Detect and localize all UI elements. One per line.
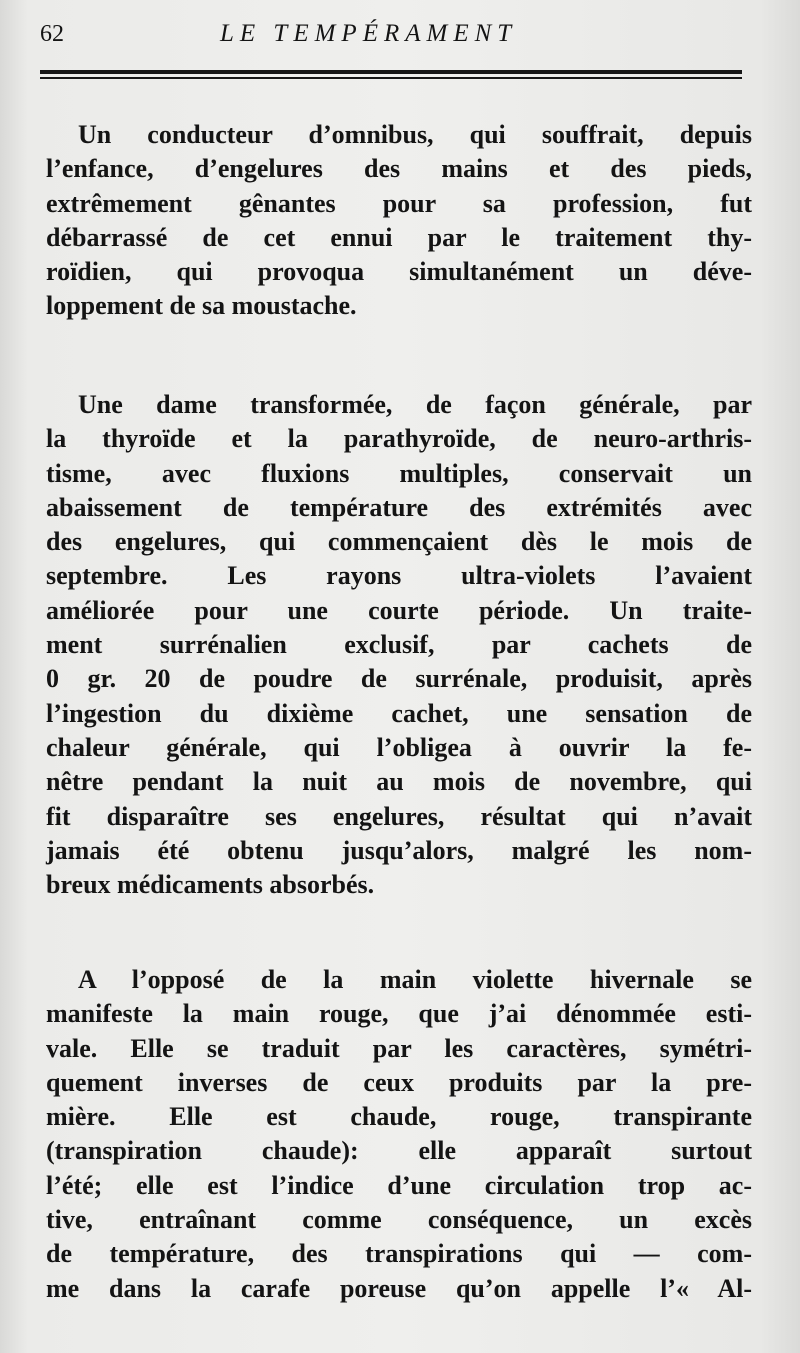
paragraph-line: me dans la carafe poreuse qu’on appelle l’« Al- bbox=[46, 1273, 752, 1303]
paragraph-line: Un conducteur d’omnibus, qui souffrait, depuis bbox=[78, 120, 752, 149]
header-rule-thick bbox=[40, 70, 742, 74]
paragraph-line: roïdien, qui provoqua simultanément un déve- bbox=[46, 257, 752, 287]
running-title: LE TEMPÉRAMENT bbox=[220, 20, 518, 47]
paragraph-line: ment surrénalien exclusif, par cachets de bbox=[46, 630, 752, 660]
paragraph-line: breux médicaments absorbés. bbox=[46, 870, 375, 900]
page-header bbox=[40, 18, 745, 52]
paragraph-line: jamais été obtenu jusqu’alors, malgré les nom- bbox=[46, 835, 752, 865]
paragraph-summer-hand bbox=[46, 963, 752, 1306]
page-number: 62 bbox=[40, 21, 64, 47]
paragraph-line: la thyroïde et la parathyroïde, de neuro-arthris- bbox=[46, 424, 752, 454]
paragraph-line: des engelures, qui commençaient dès le mois de bbox=[46, 527, 752, 557]
paragraph-line: (transpiration chaude): elle apparaît surtout bbox=[46, 1136, 752, 1166]
paragraph-line: nêtre pendant la nuit au mois de novembre, qui bbox=[46, 767, 752, 797]
paragraph-lady-case bbox=[46, 388, 752, 902]
paragraph-line: septembre. Les rayons ultra-violets l’avaient bbox=[46, 561, 752, 591]
paragraph-line: l’ingestion du dixième cachet, une sensation de bbox=[46, 698, 752, 728]
paragraph-line: l’enfance, d’engelures des mains et des pieds, bbox=[46, 154, 752, 184]
paragraph-line: tisme, avec fluxions multiples, conservait un bbox=[46, 458, 752, 488]
paragraph-omnibus-driver bbox=[46, 118, 752, 324]
paragraph-line: quement inverses de ceux produits par la pre- bbox=[46, 1067, 752, 1097]
paragraph-line: fit disparaître ses engelures, résultat qui n’avait bbox=[46, 801, 752, 831]
paragraph-line: abaissement de température des extrémités avec bbox=[46, 492, 752, 522]
paragraph-line: A l’opposé de la main violette hivernale se bbox=[78, 965, 752, 994]
paragraph-line: vale. Elle se traduit par les caractères, symétri- bbox=[46, 1033, 752, 1063]
paragraph-line: améliorée pour une courte période. Un traite- bbox=[46, 595, 752, 625]
paragraph-line: extrêmement gênantes pour sa profession, fut bbox=[46, 188, 752, 218]
paragraph-line: manifeste la main rouge, que j’ai dénommée esti- bbox=[46, 999, 752, 1029]
paragraph-line: chaleur générale, qui l’obligea à ouvrir la fe- bbox=[46, 732, 752, 762]
paragraph-line: mière. Elle est chaude, rouge, transpirante bbox=[46, 1102, 752, 1132]
paragraph-line: l’été; elle est l’indice d’une circulation trop ac- bbox=[46, 1170, 752, 1200]
paragraph-line: tive, entraînant comme conséquence, un excès bbox=[46, 1205, 752, 1235]
paragraph-line: 0 gr. 20 de poudre de surrénale, produisit, après bbox=[46, 664, 752, 694]
paragraph-line: de température, des transpirations qui — com- bbox=[46, 1239, 752, 1269]
paragraph-line: loppement de sa moustache. bbox=[46, 291, 357, 321]
header-rule-thin bbox=[40, 77, 742, 79]
paragraph-line: Une dame transformée, de façon générale, par bbox=[78, 390, 752, 419]
paragraph-line: débarrassé de cet ennui par le traitement thy- bbox=[46, 222, 752, 252]
